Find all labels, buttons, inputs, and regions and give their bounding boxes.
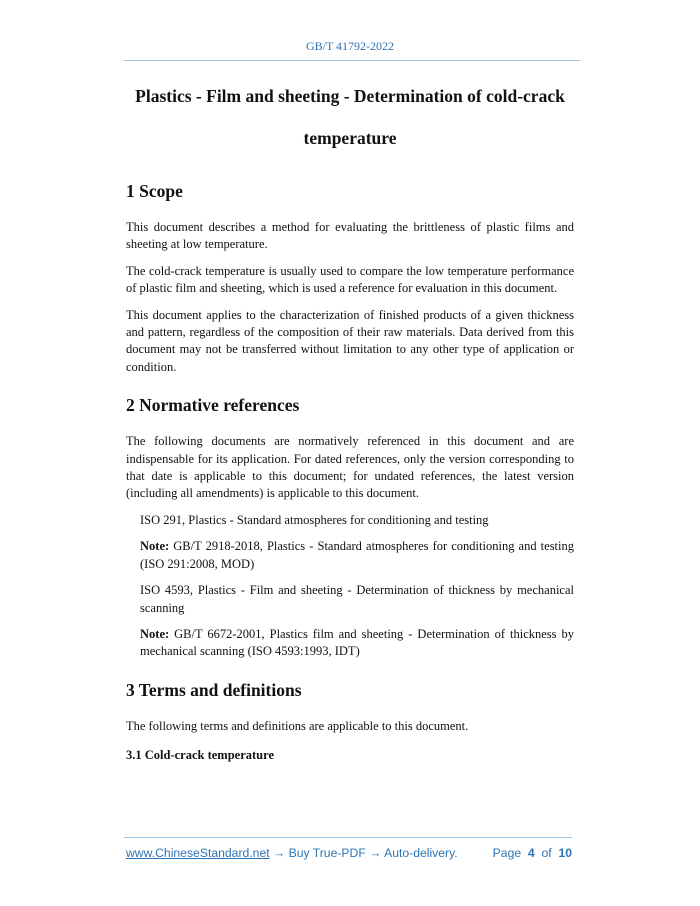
chinesestandard-link[interactable]: www.ChineseStandard.net	[126, 846, 270, 860]
scope-paragraph-1: This document describes a method for evaluating the brittleness of plastic films and sheeting at low temperature.	[126, 220, 574, 252]
footer-divider	[124, 837, 572, 838]
section-heading-terms-definitions: 3 Terms and definitions	[126, 679, 302, 700]
page-of: of	[541, 846, 552, 860]
note-text: GB/T 2918-2018, Plastics - Standard atmospheres for conditioning and testing (ISO 291:2008, MOD)	[140, 539, 574, 571]
page-footer	[126, 846, 572, 860]
page-total: 10	[558, 846, 572, 860]
note-gbt-6672	[140, 626, 574, 661]
note-label: Note:	[140, 539, 170, 554]
page-current: 4	[527, 846, 535, 860]
normative-intro: The following documents are normatively referenced in this document and are indispensable for its application. For dated references, only the version corresponding to that date is applicable to this document; for undated references, the latest version (including all amendments) is applicable to this document.	[126, 434, 574, 501]
section-heading-normative-references: 2 Normative references	[126, 395, 300, 416]
scope-paragraph-3: This document applies to the characterization of finished products of a given thickness and pattern, regardless of the composition of their raw materials. Data derived from this document may not be transferred without limitation to any other type of application or condition.	[126, 307, 574, 374]
page-indicator	[493, 846, 572, 860]
note-label: Note:	[140, 626, 170, 641]
standard-code: GB/T 41792-2022	[305, 39, 395, 53]
page-label: Page	[492, 846, 522, 860]
reference-iso-291: ISO 291, Plastics - Standard atmospheres for conditioning and testing	[140, 512, 489, 527]
document-title	[126, 78, 574, 156]
note-text: GB/T 6672-2001, Plastics film and sheeting - Determination of thickness by mechanical scanning (ISO 4593:1993, IDT)	[140, 626, 574, 659]
document-title-line1: Plastics - Film and sheeting - Determination of cold-crack	[135, 86, 565, 106]
note-gbt-2918	[140, 538, 574, 573]
document-title-line2: temperature	[303, 128, 397, 148]
scope-paragraph-2: The cold-crack temperature is usually used to compare the low temperature performance of plastic film and sheeting, which is used a reference for evaluation in this document.	[126, 263, 574, 296]
footer-promo	[126, 846, 458, 860]
page-content	[126, 78, 574, 764]
section-heading-scope: 1 Scope	[126, 181, 183, 201]
header-divider	[124, 60, 580, 61]
subsection-heading-cold-crack-temperature: 3.1 Cold-crack temperature	[126, 748, 274, 763]
terms-intro: The following terms and definitions are applicable to this document.	[126, 718, 469, 733]
reference-iso-4593: ISO 4593, Plastics - Film and sheeting - Determination of thickness by mechanical scanning	[140, 583, 574, 615]
footer-promo-text: → Buy True-PDF → Auto-delivery.	[269, 846, 458, 860]
